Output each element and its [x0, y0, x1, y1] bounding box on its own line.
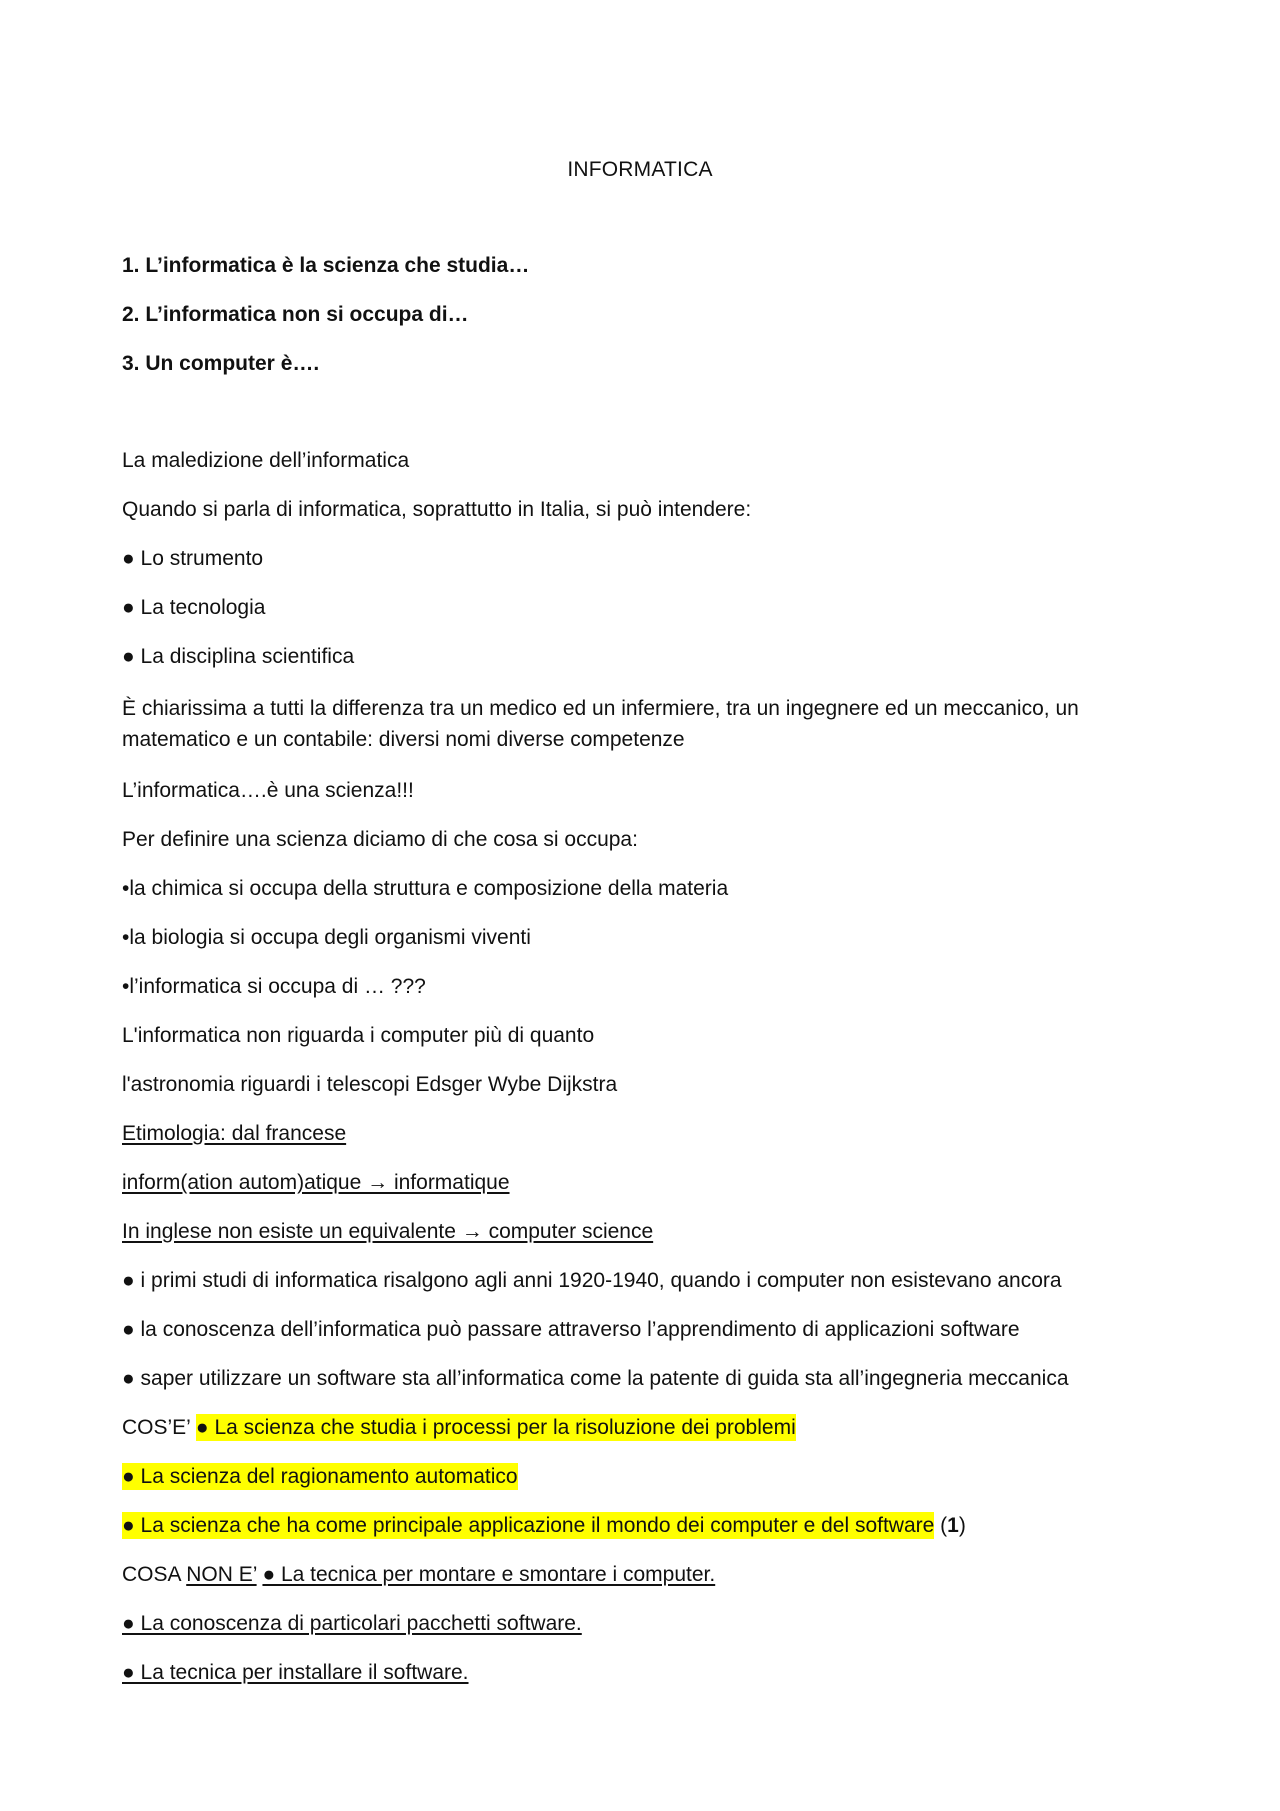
etymology-text-3: In inglese non esiste un equivalente → computer science [122, 1220, 654, 1243]
etymology-line-3 [122, 1219, 1162, 1268]
fact-driving-license: ● saper utilizzare un software sta all’informatica come la patente di guida sta all’ingegneria meccanica [122, 1367, 1069, 1390]
footnote-open: ( [940, 1514, 948, 1537]
question-2: 2. L’informatica non si occupa di… [122, 303, 469, 326]
what-is-item-1: ● La scienza che studia i processi per la risoluzione dei problemi [195, 1416, 796, 1439]
etymology-line-1 [122, 1121, 1162, 1170]
what-is-not-item-2: ● La conoscenza di particolari pacchetti software. [122, 1612, 582, 1635]
what-is-not-line-2 [122, 1611, 1162, 1660]
what-is-not-label-underlined: NON E’ [186, 1563, 257, 1586]
what-is-not-label: COSA [122, 1563, 181, 1586]
fact-applications: ● la conoscenza dell’informatica può passare attraverso l’apprendimento di applicazioni software [122, 1318, 1020, 1341]
etymology-text-1: Etimologia: dal francese [122, 1122, 347, 1145]
question-1: 1. L’informatica è la scienza che studia… [122, 254, 530, 277]
page-title: INFORMATICA [567, 158, 713, 181]
what-is-not-line-1 [122, 1562, 1162, 1611]
footnote-number: 1 [947, 1514, 959, 1537]
what-is-not-line-3 [122, 1660, 1162, 1709]
intro-text: Quando si parla di informatica, soprattutto in Italia, si può intendere: [122, 498, 752, 521]
quote-line-2: l'astronomia riguardi i telescopi Edsger Wybe Dijkstra [122, 1073, 618, 1096]
question-3: 3. Un computer è…. [122, 352, 320, 375]
blank-line [122, 400, 1162, 448]
science-statement: L’informatica….è una scienza!!! [122, 779, 414, 802]
etymology-line-2 [122, 1170, 1162, 1219]
what-is-line-3 [122, 1513, 1162, 1562]
example-chemistry: •la chimica si occupa della struttura e composizione della materia [122, 877, 729, 900]
meaning-item-discipline: ● La disciplina scientifica [122, 645, 355, 668]
document-body [122, 253, 1162, 1709]
fact-history: ● i primi studi di informatica risalgono agli anni 1920-1940, quando i computer non esistevano ancora [122, 1269, 1062, 1292]
footnote-ref [940, 1514, 966, 1537]
example-informatics: •l’informatica si occupa di … ??? [122, 975, 426, 998]
define-intro: Per definire una scienza diciamo di che cosa si occupa: [122, 828, 638, 851]
etymology-text-2: inform(ation autom)atique → informatique [122, 1171, 510, 1194]
what-is-line-2 [122, 1464, 1162, 1513]
what-is-label: COS’E’ [122, 1416, 191, 1439]
footnote-close: ) [958, 1514, 966, 1537]
what-is-item-3: ● La scienza che ha come principale applicazione il mondo dei computer e del software [122, 1514, 935, 1537]
meaning-item-technology: ● La tecnologia [122, 596, 266, 619]
what-is-not-item-3: ● La tecnica per installare il software. [122, 1661, 469, 1684]
what-is-line-1 [122, 1415, 1162, 1464]
difference-paragraph: È chiarissima a tutti la differenza tra un medico ed un infermiere, tra un ingegnere ed un meccanico, un matematico e un contabile: diversi nomi diverse competenze [122, 697, 1079, 751]
what-is-not-item-1: ● La tecnica per montare e smontare i computer. [262, 1563, 716, 1586]
meaning-item-tool: ● Lo strumento [122, 547, 264, 570]
what-is-item-2: ● La scienza del ragionamento automatico [122, 1465, 518, 1488]
quote-line-1: L'informatica non riguarda i computer più di quanto [122, 1024, 595, 1047]
section-heading: La maledizione dell’informatica [122, 449, 410, 472]
example-biology: •la biologia si occupa degli organismi viventi [122, 926, 531, 949]
